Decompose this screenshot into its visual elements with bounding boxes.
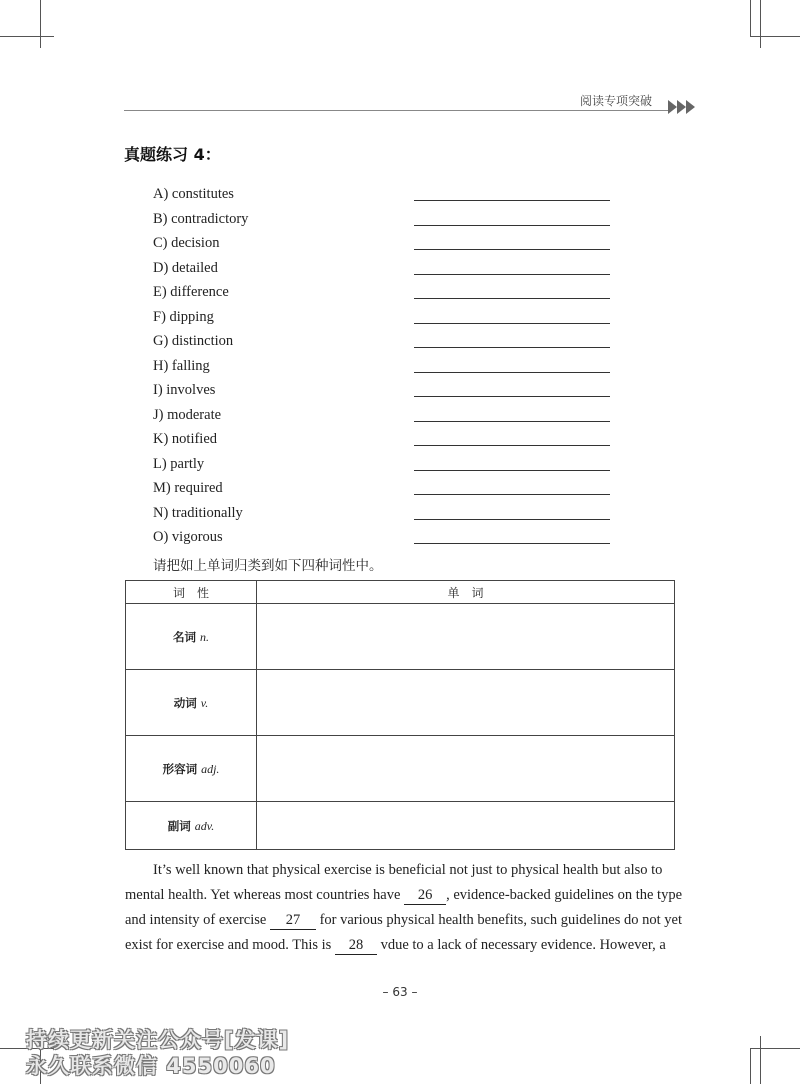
option-label: C) decision bbox=[153, 235, 220, 251]
passage-text: vdue to a lack of necessary evidence. However, a bbox=[380, 937, 666, 953]
answer-blank-line[interactable] bbox=[414, 249, 610, 250]
pos-cell-noun bbox=[126, 604, 257, 670]
pos-label: 名词 bbox=[173, 629, 196, 644]
answer-blank-line[interactable] bbox=[414, 470, 610, 471]
option-row bbox=[153, 333, 613, 357]
chevron-right-icon bbox=[677, 100, 686, 114]
table-header-row bbox=[126, 581, 675, 604]
words-cell-adjective[interactable] bbox=[257, 736, 675, 802]
option-row bbox=[153, 211, 613, 235]
option-label: H) falling bbox=[153, 357, 210, 374]
option-row bbox=[153, 358, 613, 382]
blank-28[interactable]: 28 bbox=[335, 936, 377, 955]
answer-blank-line[interactable] bbox=[414, 200, 610, 201]
running-header-title: 阅读专项突破 bbox=[580, 94, 653, 108]
option-row bbox=[153, 407, 613, 431]
table-row bbox=[126, 736, 675, 802]
answer-blank-line[interactable] bbox=[414, 298, 610, 299]
answer-blank-line[interactable] bbox=[414, 445, 610, 446]
table-row bbox=[126, 604, 675, 670]
page-number: – 63 – bbox=[382, 985, 418, 999]
crop-mark-top-left-h bbox=[0, 36, 54, 37]
option-row bbox=[153, 480, 613, 504]
passage-text: , evidence-backed guidelines on the type bbox=[446, 887, 682, 903]
words-cell-adverb[interactable] bbox=[257, 802, 675, 850]
watermark-line-2: 永久联系微信 4550060 bbox=[26, 1054, 276, 1078]
answer-blank-line[interactable] bbox=[414, 396, 610, 397]
reading-passage bbox=[125, 858, 682, 958]
pos-label: 动词 bbox=[173, 695, 197, 710]
passage-text: and intensity of exercise bbox=[125, 912, 267, 928]
option-row bbox=[153, 456, 613, 480]
section-title: 真题练习 4： bbox=[124, 145, 221, 164]
answer-blank-line[interactable] bbox=[414, 519, 610, 520]
answer-blank-line[interactable] bbox=[414, 421, 610, 422]
blank-27[interactable]: 27 bbox=[270, 911, 316, 930]
option-label: E) difference bbox=[153, 284, 229, 300]
option-label: O) vigorous bbox=[153, 529, 223, 545]
answer-blank-line[interactable] bbox=[414, 494, 610, 495]
passage-text: exist for exercise and mood. This is bbox=[125, 937, 332, 953]
pos-abbr: adj. bbox=[201, 761, 220, 776]
option-label: D) detailed bbox=[153, 259, 218, 276]
pos-abbr: n. bbox=[200, 629, 209, 644]
crop-mark-bottom-right-v bbox=[760, 1036, 761, 1084]
option-label: F) dipping bbox=[153, 308, 214, 325]
option-row bbox=[153, 186, 613, 210]
pos-cell-adjective bbox=[126, 736, 257, 802]
option-row bbox=[153, 431, 613, 455]
pos-label: 形容词 bbox=[162, 761, 198, 776]
instruction-text: 请把如上单词归类到如下四种词性中。 bbox=[153, 558, 383, 574]
crop-mark-top-left-v bbox=[40, 0, 41, 48]
words-cell-noun[interactable] bbox=[257, 604, 675, 670]
crop-mark-bottom-right-h bbox=[750, 1048, 800, 1049]
blank-26[interactable]: 26 bbox=[404, 886, 446, 905]
option-row bbox=[153, 529, 613, 553]
option-label: B) contradictory bbox=[153, 210, 249, 227]
chevron-right-icon bbox=[668, 100, 677, 114]
option-label: M) required bbox=[153, 480, 223, 496]
crop-mark-bottom-right-v2 bbox=[750, 1048, 751, 1084]
option-label: G) distinction bbox=[153, 333, 234, 349]
option-label: L) partly bbox=[153, 455, 205, 472]
option-row bbox=[153, 260, 613, 284]
pos-cell-verb bbox=[126, 670, 257, 736]
passage-line bbox=[125, 933, 675, 958]
col-header-pos: 词 性 bbox=[126, 581, 257, 604]
part-of-speech-table bbox=[125, 580, 675, 850]
answer-blank-line[interactable] bbox=[414, 347, 610, 348]
pos-cell-adverb bbox=[126, 802, 257, 850]
answer-blank-line[interactable] bbox=[414, 225, 610, 226]
option-label: A) constitutes bbox=[153, 186, 234, 202]
passage-text: for various physical health benefits, such guidelines do not yet bbox=[319, 912, 682, 928]
crop-mark-top-right-v bbox=[760, 0, 761, 48]
option-row bbox=[153, 284, 613, 308]
header-rule bbox=[124, 110, 672, 111]
crop-mark-top-right-h bbox=[750, 36, 800, 37]
answer-blank-line[interactable] bbox=[414, 372, 610, 373]
option-row bbox=[153, 382, 613, 406]
table-row bbox=[126, 802, 675, 850]
option-row bbox=[153, 505, 613, 529]
crop-mark-top-right-v2 bbox=[750, 0, 751, 36]
pos-abbr: v. bbox=[200, 695, 209, 710]
col-header-words: 单 词 bbox=[257, 581, 675, 604]
watermark-line-1: 持续更新关注公众号[发课] bbox=[26, 1028, 290, 1052]
words-cell-verb[interactable] bbox=[257, 670, 675, 736]
passage-line: It’s well known that physical exercise is beneficial not just to physical health but also to bbox=[153, 862, 663, 878]
pos-abbr: adv. bbox=[194, 818, 215, 833]
option-label: J) moderate bbox=[153, 406, 222, 423]
chevron-right-icon bbox=[686, 100, 695, 114]
option-row bbox=[153, 235, 613, 259]
option-row bbox=[153, 309, 613, 333]
passage-text: mental health. Yet whereas most countries have bbox=[125, 887, 401, 903]
option-label: N) traditionally bbox=[153, 504, 243, 521]
passage-line bbox=[125, 883, 682, 908]
table-row bbox=[126, 670, 675, 736]
answer-blank-line[interactable] bbox=[414, 323, 610, 324]
passage-line bbox=[125, 908, 682, 933]
option-label: K) notified bbox=[153, 431, 218, 447]
answer-blank-line[interactable] bbox=[414, 274, 610, 275]
pos-label: 副词 bbox=[167, 818, 191, 833]
option-label: I) involves bbox=[153, 382, 216, 398]
answer-blank-line[interactable] bbox=[414, 543, 610, 544]
